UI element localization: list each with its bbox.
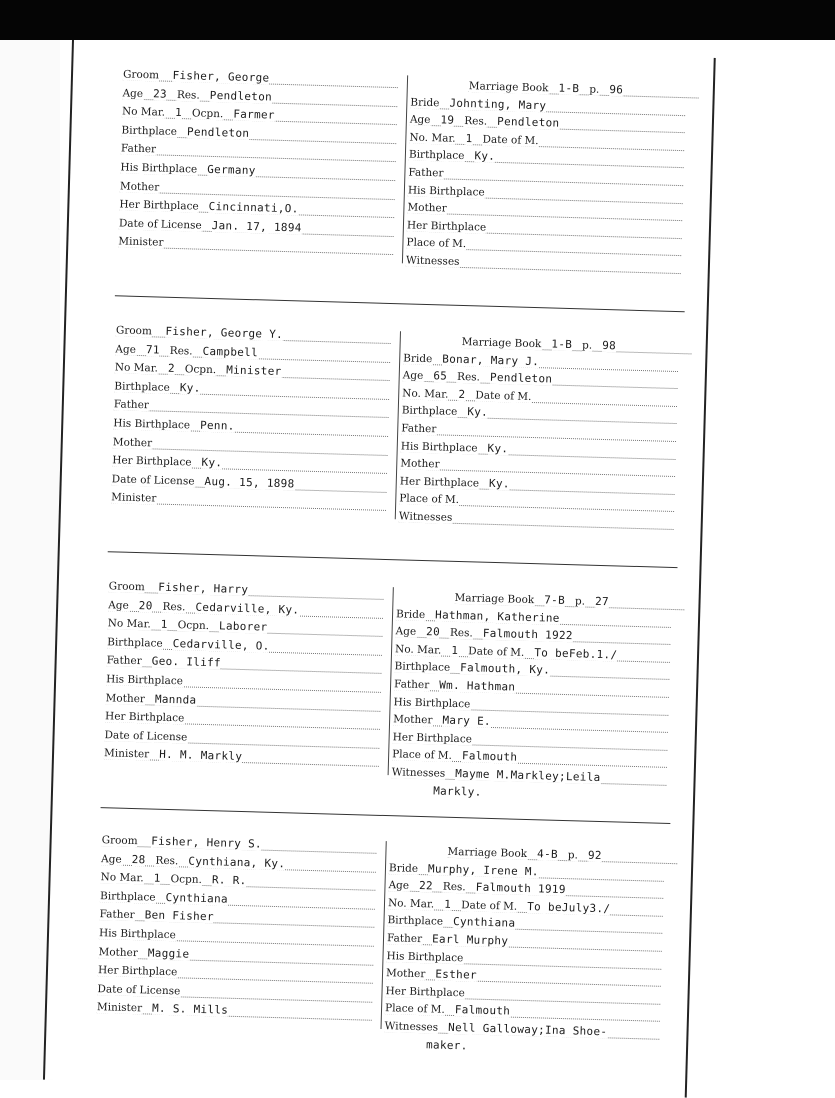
bride-place-of-m-label: Place of M. [406, 237, 466, 251]
bride-no-mar-value: 2 [458, 388, 465, 401]
bride-res-label: Res. [457, 371, 480, 384]
groom-name-value: Fisher, George [172, 69, 269, 85]
bride-her-birthplace-label: Her Birthplace [385, 985, 465, 999]
groom-res-value: Cynthiana, Ky. [188, 854, 285, 870]
bride-res-value: Falmouth 1922 [483, 627, 573, 643]
bride-page-value: 27 [595, 595, 609, 608]
bride-bride-label: Bride [396, 608, 425, 621]
groom-father-label: Father [99, 909, 134, 922]
bride-birthplace-label: Birthplace [394, 661, 450, 675]
bride-father-label: Father [394, 678, 429, 691]
bride-age-value: 19 [440, 114, 454, 127]
groom-no-mar-value: 2 [168, 362, 175, 375]
bride-p-label: p. [589, 83, 599, 95]
bride-mother-value: Esther [435, 968, 477, 982]
bride-page-value: 92 [588, 849, 602, 862]
groom-ocpn-value: R. R. [212, 873, 247, 887]
groom-father-label: Father [114, 399, 149, 412]
bride-age-value: 22 [419, 879, 433, 892]
groom-mother-label: Mother [98, 946, 138, 959]
bride-age-value: 20 [426, 625, 440, 638]
bride-her-birthplace-label: Her Birthplace [392, 731, 472, 745]
bride-p-label: p. [575, 595, 585, 607]
groom-no-mar-value: 1 [154, 872, 161, 885]
bride-his-birthplace-label: His Birthplace [386, 950, 463, 964]
bride-father-label: Father [401, 422, 436, 435]
bride-marriage-book-label: Marriage Book [462, 336, 542, 350]
bride-book-value: 1-B [551, 338, 572, 352]
groom-ocpn-label: Ocpn. [178, 619, 210, 632]
marriage-record-card [90, 571, 676, 827]
bride-no-mar-value: 1 [451, 644, 458, 657]
groom-groom-label: Groom [123, 68, 159, 81]
bride-no-mar-dot-label: No. Mar. [409, 131, 456, 144]
bride-witnesses-value: Nell Galloway;Ina Shoe- [448, 1021, 608, 1038]
bride-mother-label: Mother [386, 967, 426, 980]
bride-father-label: Father [387, 932, 422, 945]
groom-age-label: Age [101, 853, 122, 866]
groom-mother-value: Maggie [148, 946, 190, 960]
groom-her-birthplace-label: Her Birthplace [119, 199, 199, 213]
record-separator-line [108, 551, 678, 568]
groom-her-birthplace-label: Her Birthplace [112, 454, 192, 468]
groom-res-value: Campbell [202, 344, 258, 359]
bride-page-value: 96 [609, 83, 623, 96]
groom-date-of-license-value: Aug. 15, 1898 [204, 475, 294, 491]
bride-father-value: Earl Murphy [432, 932, 508, 947]
groom-age-value: 28 [132, 853, 146, 866]
bride-her-birthplace-label: Her Birthplace [407, 219, 487, 233]
bride-section [411, 67, 701, 75]
bride-section [397, 579, 687, 587]
bride-place-of-m-label: Place of M. [385, 1003, 445, 1017]
groom-her-birthplace-value: Ky. [201, 456, 222, 470]
bride-witnesses-label: Witnesses [399, 510, 453, 523]
bride-p-label: p. [568, 849, 578, 861]
marriage-record-card [83, 825, 669, 1081]
groom-minister-label: Minister [111, 492, 156, 505]
bride-res-label: Res. [450, 627, 473, 640]
groom-birthplace-label: Birthplace [107, 636, 163, 650]
groom-ocpn-label: Ocpn. [192, 108, 224, 121]
bride-res-label: Res. [443, 881, 466, 894]
groom-father-value: Geo. Iliff [152, 655, 222, 670]
groom-ocpn-value: Laborer [219, 620, 268, 634]
groom-res-value: Pendleton [210, 88, 273, 103]
groom-date-of-license-value: Jan. 17, 1894 [211, 219, 301, 235]
bride-marriage-book-label: Marriage Book [454, 592, 534, 606]
bride-date-of-m-value: To beJuly3./ [527, 900, 610, 915]
bride-bride-label: Bride [403, 352, 432, 365]
bride-no-mar-dot-label: No. Mar. [388, 897, 435, 910]
bride-date-of-m-label: Date of M. [461, 899, 517, 913]
marriage-record-card [98, 315, 684, 571]
scan-top-border [0, 0, 835, 40]
groom-minister-value: H. M. Markly [159, 748, 242, 763]
bride-his-birthplace-label: His Birthplace [393, 696, 470, 710]
bride-no-mar-value: 1 [444, 898, 451, 911]
bride-res-value: Pendleton [490, 371, 553, 386]
bride-age-label: Age [388, 879, 409, 892]
groom-section [123, 59, 413, 67]
groom-father-value: Ben Fisher [144, 909, 214, 924]
groom-name-value: Fisher, Henry S. [151, 835, 262, 851]
groom-res-label: Res. [177, 89, 200, 102]
bride-birthplace-value: Ky. [467, 406, 488, 420]
groom-his-birthplace-label: His Birthplace [113, 417, 190, 431]
bride-father-value: Wm. Hathman [439, 679, 515, 694]
bride-birthplace-label: Birthplace [409, 149, 465, 163]
groom-ocpn-value: Minister [226, 364, 282, 379]
groom-no-mar-label: No Mar. [122, 106, 165, 119]
bride-marriage-book-label: Marriage Book [469, 80, 549, 94]
bride-res-value: Pendleton [497, 115, 560, 130]
bride-res-label: Res. [464, 115, 487, 128]
bride-no-mar-value: 1 [465, 132, 472, 145]
bride-book-value: 1-B [558, 82, 579, 96]
groom-ocpn-label: Ocpn. [170, 873, 202, 886]
bride-witnesses-label: Witnesses [384, 1020, 438, 1033]
bride-page-value: 98 [602, 339, 616, 352]
groom-minister-label: Minister [97, 1001, 142, 1014]
bride-p-label: p. [582, 339, 592, 351]
groom-ocpn-label: Ocpn. [185, 363, 217, 376]
bride-witnesses-value: Mayme M.Markley;Leila [455, 767, 601, 784]
groom-birthplace-label: Birthplace [100, 890, 156, 904]
bride-birthplace-value: Ky. [474, 150, 495, 164]
groom-name-value: Fisher, George Y. [165, 325, 283, 341]
bride-date-of-m-label: Date of M. [475, 389, 531, 403]
groom-minister-label: Minister [118, 236, 163, 249]
groom-birthplace-value: Cedarville, O. [173, 637, 270, 653]
bride-birthplace-value: Falmouth, Ky. [460, 661, 550, 677]
bride-place-of-m-label: Place of M. [399, 493, 459, 507]
groom-minister-label: Minister [104, 748, 149, 761]
groom-no-mar-value: 1 [161, 618, 168, 631]
groom-no-mar-label: No Mar. [100, 871, 143, 884]
bride-mother-label: Mother [407, 202, 447, 215]
bride-witnesses2-value: Markly. [433, 784, 482, 798]
bride-his-birthplace-value: Ky. [487, 441, 508, 455]
groom-age-value: 23 [153, 87, 167, 100]
bride-place-of-m-label: Place of M. [392, 749, 452, 763]
groom-res-label: Res. [155, 854, 178, 867]
groom-minister-value: M. S. Mills [152, 1002, 228, 1017]
groom-res-label: Res. [170, 344, 193, 357]
bride-age-value: 65 [433, 369, 447, 382]
bride-marriage-book-label: Marriage Book [447, 846, 527, 860]
groom-his-birthplace-value: Penn. [200, 419, 235, 433]
groom-res-label: Res. [162, 600, 185, 613]
groom-date-of-license-label: Date of License [97, 983, 180, 997]
marriage-record-card [105, 59, 691, 315]
groom-age-value: 20 [139, 599, 153, 612]
groom-age-label: Age [115, 343, 136, 356]
groom-mother-label: Mother [113, 436, 153, 449]
groom-mother-label: Mother [120, 180, 160, 193]
bride-age-label: Age [403, 370, 424, 383]
groom-his-birthplace-value: Germany [207, 163, 256, 177]
groom-his-birthplace-label: His Birthplace [106, 673, 183, 687]
groom-age-value: 71 [146, 343, 160, 356]
bride-name-value: Hathman, Katherine [435, 608, 560, 624]
bride-witnesses-label: Witnesses [392, 766, 446, 779]
groom-groom-label: Groom [102, 834, 138, 847]
bride-date-of-m-label: Date of M. [468, 645, 524, 659]
bride-father-label: Father [408, 166, 443, 179]
bride-her-birthplace-value: Ky. [489, 477, 510, 491]
bride-mother-value: Mary E. [442, 714, 491, 728]
groom-birthplace-value: Pendleton [187, 125, 250, 140]
groom-mother-value: Mannda [155, 692, 197, 706]
page-right-edge [685, 58, 716, 1098]
groom-no-mar-label: No Mar. [115, 362, 158, 375]
bride-res-value: Falmouth 1919 [476, 881, 566, 897]
groom-name-value: Fisher, Harry [158, 581, 248, 597]
bride-date-of-m-label: Date of M. [482, 133, 538, 147]
groom-age-label: Age [122, 87, 143, 100]
groom-date-of-license-label: Date of License [112, 473, 195, 487]
groom-ocpn-value: Farmer [233, 108, 275, 122]
groom-section [116, 315, 406, 323]
groom-mother-label: Mother [105, 692, 145, 705]
groom-groom-label: Groom [109, 580, 145, 593]
groom-groom-label: Groom [116, 324, 152, 337]
groom-date-of-license-label: Date of License [119, 217, 202, 231]
bride-section [390, 833, 680, 841]
bride-book-value: 7-B [544, 593, 565, 607]
bride-mother-label: Mother [393, 713, 433, 726]
bride-his-birthplace-label: His Birthplace [401, 440, 478, 454]
groom-birthplace-value: Ky. [180, 381, 201, 395]
bride-place-of-m-value: Falmouth [455, 1003, 511, 1018]
groom-res-value: Cedarville, Ky. [195, 600, 299, 616]
bride-age-label: Age [395, 625, 416, 638]
groom-father-label: Father [107, 655, 142, 668]
groom-birthplace-value: Cynthiana [165, 891, 228, 906]
groom-his-birthplace-label: His Birthplace [120, 161, 197, 175]
groom-age-label: Age [108, 599, 129, 612]
bride-age-label: Age [410, 114, 431, 127]
bride-witnesses2-value: maker. [426, 1038, 468, 1052]
groom-his-birthplace-label: His Birthplace [99, 927, 176, 941]
bride-his-birthplace-label: His Birthplace [408, 184, 485, 198]
bride-section [404, 323, 694, 331]
bride-no-mar-dot-label: No. Mar. [402, 387, 449, 400]
groom-birthplace-label: Birthplace [121, 124, 177, 138]
groom-her-birthplace-value: Cincinnati,O. [208, 200, 298, 216]
bride-birthplace-label: Birthplace [402, 405, 458, 419]
bride-date-of-m-value: To beFeb.1./ [534, 646, 617, 661]
bride-name-value: Johnting, Mary [449, 96, 546, 112]
bride-place-of-m-value: Falmouth [462, 750, 518, 765]
groom-birthplace-label: Birthplace [114, 380, 170, 394]
record-separator-line [115, 295, 685, 312]
groom-section [102, 825, 392, 833]
groom-no-mar-value: 1 [175, 106, 182, 119]
bride-book-value: 4-B [537, 847, 558, 861]
bride-name-value: Bonar, Mary J. [442, 352, 539, 368]
bride-her-birthplace-label: Her Birthplace [400, 475, 480, 489]
groom-section [109, 571, 399, 579]
bride-no-mar-dot-label: No. Mar. [395, 643, 442, 656]
bride-mother-label: Mother [400, 458, 440, 471]
groom-date-of-license-label: Date of License [104, 729, 187, 743]
bride-bride-label: Bride [410, 96, 439, 109]
bride-bride-label: Bride [389, 862, 418, 875]
bride-witnesses-label: Witnesses [406, 254, 460, 267]
bride-name-value: Murphy, Irene M. [428, 862, 539, 878]
groom-her-birthplace-label: Her Birthplace [98, 964, 178, 978]
groom-her-birthplace-label: Her Birthplace [105, 710, 185, 724]
groom-no-mar-label: No Mar. [108, 617, 151, 630]
record-separator-line [101, 807, 671, 824]
bride-birthplace-label: Birthplace [387, 915, 443, 929]
groom-father-label: Father [121, 143, 156, 156]
microfilm-page [43, 40, 732, 1098]
bride-birthplace-value: Cynthiana [453, 915, 516, 930]
